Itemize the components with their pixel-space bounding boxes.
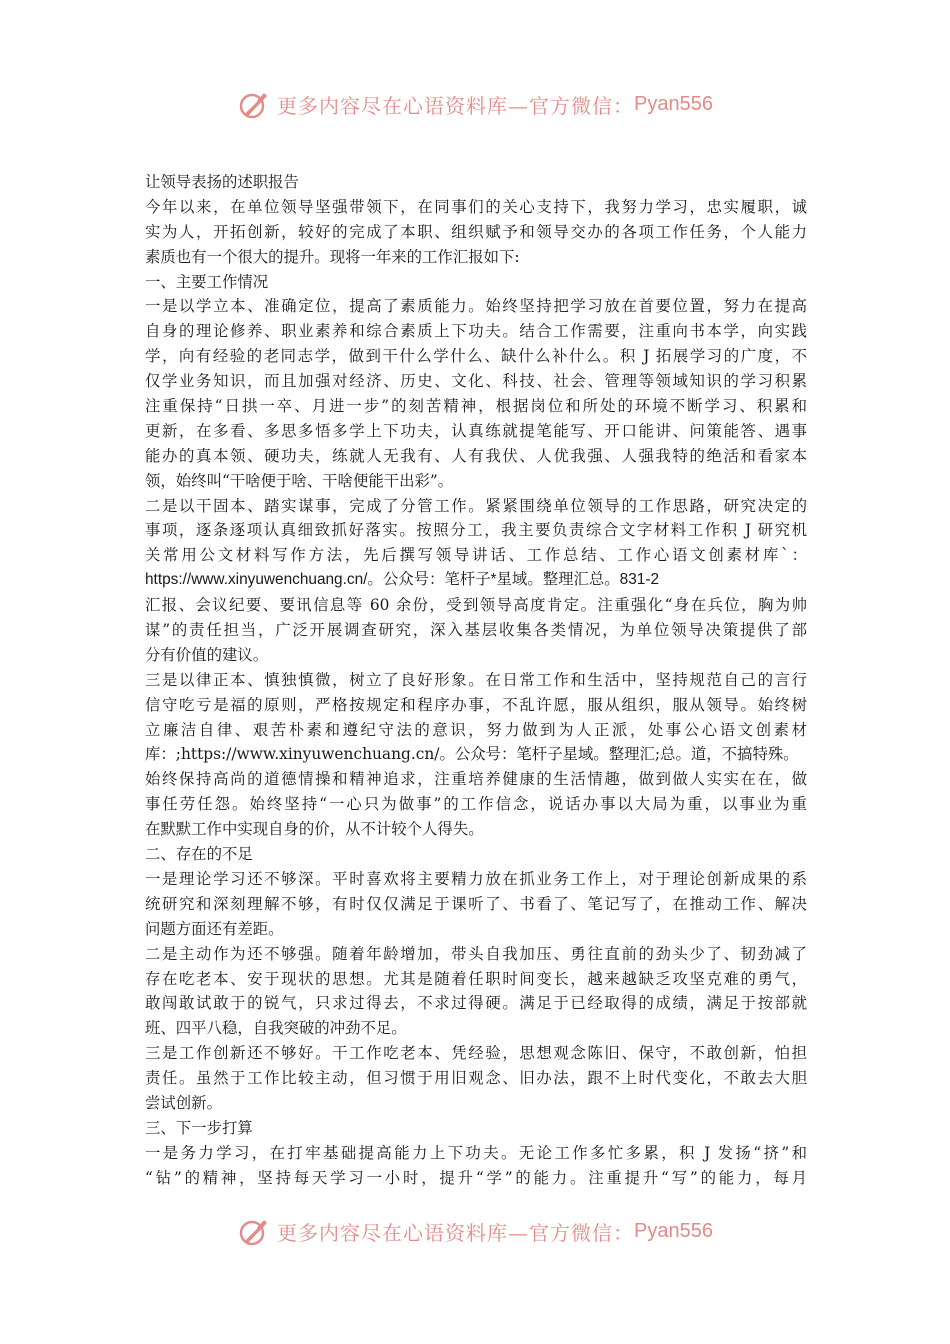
header-watermark-banner <box>0 84 950 124</box>
paragraph-line: 今年以来，在单位领导坚强带领下，在同事们的关心支持下，我努力学习，忠实履职，诚 <box>145 197 807 216</box>
paragraph-line: 三是以律正本、慎独慎微，树立了良好形象。在日常工作和生活中，坚持规范自己的言行 <box>145 670 807 689</box>
paragraph-line: 存在吃老本、安于现状的思想。尤其是随着任职时间变长，越来越缺乏攻坚克难的勇气， <box>145 969 807 988</box>
paragraph-line: 尝试创新。 <box>145 1093 222 1112</box>
paragraph-line: 注重保持“日拱一卒、月进一步”的刻苦精神，根据岗位和所处的环境不断学习、积累和 <box>145 397 807 416</box>
section-heading: 二、存在的不足 <box>145 845 253 864</box>
paragraph-line: 统研究和深刻理解不够，有时仅仅满足于课听了、书看了、笔记写了，在推动工作、解决 <box>145 894 807 913</box>
paragraph-line-url: 库：;https://www.xinyuwenchuang.cn/。公众号：笔杆子星域。整理汇;总。道，不搞特殊。 <box>145 745 799 764</box>
quill-pen-logo-icon <box>237 1214 271 1248</box>
paragraph-line: 更新，在多看、多思多悟多学上下功夫，认真练就提笔能写、开口能讲、问策能答、遇事 <box>145 421 807 440</box>
paragraph-line: 信守吃亏是福的原则，严格按规定和程序办事，不乱许愿，服从组织，服从领导。始终树 <box>145 695 807 714</box>
paragraph-line: 立廉洁自律、艰苦朴素和遵纪守法的意识，努力做到为人正派，处事公心语文创素材 <box>145 720 807 739</box>
paragraph-line: 二是主动作为还不够强。随着年龄增加，带头自我加压、勇往直前的劲头少了、韧劲减了 <box>145 944 807 963</box>
paragraph-line-url: https://www.xinyuwenchuang.cn/。公众号：笔杆子*星域。整理汇总。831-2 <box>145 571 660 589</box>
section-heading: 三、下一步打算 <box>145 1118 253 1137</box>
quill-pen-logo-icon <box>237 87 271 121</box>
paragraph-line: 实为人，开拓创新，较好的完成了本职、组织赋予和领导交办的各项工作任务，个人能力 <box>145 222 807 241</box>
paragraph-line: 能办的真本领、硬功夫，练就人无我有、人有我伏、人优我强、人强我特的绝活和看家本 <box>145 446 807 465</box>
watermark-wechat-id: Pyan556 <box>634 92 713 115</box>
paragraph-line: 自身的理论修养、职业素养和综合素质上下功夫。结合工作需要，注重向书本学，向实践 <box>145 322 807 341</box>
paragraph-line: 一是务力学习，在打牢基础提高能力上下功夫。无论工作多忙多累，积 J 发扬“挤”和 <box>145 1143 807 1162</box>
section-heading: 一、主要工作情况 <box>145 272 269 291</box>
paragraph-line: 三是工作创新还不够好。干工作吃老本、凭经验，思想观念陈旧、保守，不敢创新，怕担 <box>145 1044 807 1063</box>
paragraph-line: 仅学业务知识，而且加强对经济、历史、文化、科技、社会、管理等领域知识的学习积累 <box>145 372 807 391</box>
paragraph-line: 问题方面还有差距。 <box>145 919 284 938</box>
paragraph-line: 素质也有一个很大的提升。现将一年来的工作汇报如下: <box>145 247 520 266</box>
paragraph-line: “钻”的精神，坚持每天学习一小时，提升“学”的能力。注重提升“写”的能力，每月 <box>145 1168 807 1187</box>
paragraph-line: 责任。虽然于工作比较主动，但习惯于用旧观念、旧办法，跟不上时代变化，不敢去大胆 <box>145 1069 807 1088</box>
paragraph-line: 事任劳任怨。始终坚持“一心只为做事”的工作信念，说话办事以大局为重，以事业为重 <box>145 795 807 814</box>
paragraph-line: 在默默工作中实现自身的价，从不计较个人得失。 <box>145 820 484 839</box>
paragraph-line: 关常用公文材料写作方法，先后撰写领导讲话、工作总结、工作心语文创素材库`： <box>145 546 807 565</box>
paragraph-line: 事项，逐条逐项认真细致抓好落实。按照分工，我主要负责综合文字材料工作积 J 研究机 <box>145 521 807 540</box>
paragraph-line: 汇报、会议纪要、要讯信息等 60 余份，受到领导高度肯定。注重强化“身在兵位，胸为帅 <box>145 596 807 615</box>
paragraph-line: 班、四平八稳，自我突破的冲劲不足。 <box>145 1019 407 1038</box>
paragraph-line: 学，向有经验的老同志学，做到干什么学什么、缺什么补什么。积 J 拓展学习的广度，不 <box>145 347 807 366</box>
paragraph-line: 一是以学立本、准确定位，提高了素质能力。始终坚持把学习放在首要位置，努力在提高 <box>145 297 807 316</box>
paragraph-line: 二是以干固本、踏实谋事，完成了分管工作。紧紧围绕单位领导的工作思路，研究决定的 <box>145 496 807 515</box>
document-body <box>145 170 807 1191</box>
paragraph-line: 一是理论学习还不够深。平时喜欢将主要精力放在抓业务工作上，对于理论创新成果的系 <box>145 869 807 888</box>
paragraph-line: 始终保持高尚的道德情操和精神追求，注重培养健康的生活情趣，做到做人实实在在，做 <box>145 770 807 789</box>
document-title: 让领导表扬的述职报告 <box>145 173 299 191</box>
paragraph-line: 分有价值的建议。 <box>145 645 269 664</box>
watermark-text: 更多内容尽在心语资料库—官方微信： <box>277 1220 635 1245</box>
paragraph-line: 领，始终叫“干啥便于啥、干啥便能干出彩”。 <box>145 471 454 490</box>
paragraph-line: 敢闯敢试敢于的锐气，只求过得去，不求过得硬。满足于已经取得的成绩，满足于按部就 <box>145 994 807 1013</box>
paragraph-line: 谋”的责任担当，广泛开展调查研究，深入基层收集各类情况，为单位领导决策提供了部 <box>145 621 807 640</box>
watermark-text: 更多内容尽在心语资料库—官方微信： <box>277 93 635 118</box>
footer-watermark-banner <box>0 1211 950 1251</box>
watermark-wechat-id: Pyan556 <box>634 1219 713 1242</box>
